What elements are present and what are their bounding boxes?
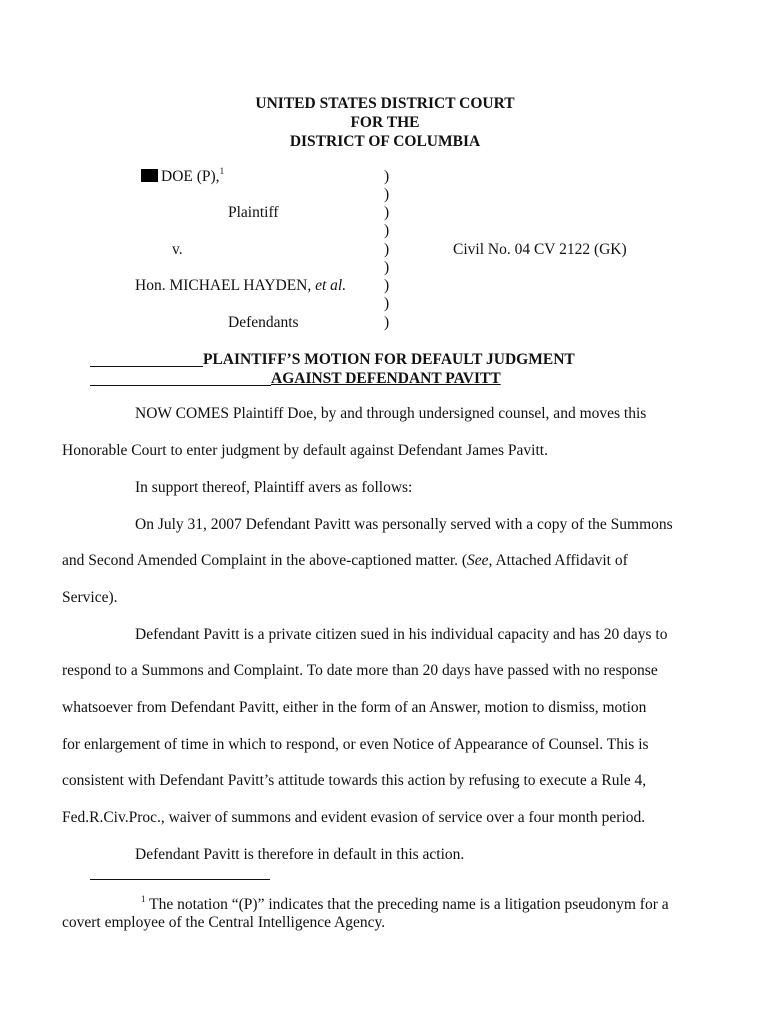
see-signal: See, xyxy=(467,552,493,569)
footnote-separator xyxy=(90,879,270,880)
body-line: respond to a Summons and Complaint. To date more than 20 days have passed with no response xyxy=(62,662,658,679)
plaintiff-role: Plaintiff xyxy=(228,204,279,221)
motion-title-line2: AGAINST DEFENDANT PAVITT xyxy=(271,370,501,387)
caption-paren: ) xyxy=(384,168,390,185)
body-line: NOW COMES Plaintiff Doe, by and through undersigned counsel, and moves this xyxy=(135,405,647,422)
title-rule-left xyxy=(90,366,203,367)
caption-paren: ) xyxy=(384,295,390,312)
caption-paren: ) xyxy=(384,204,390,221)
caption-paren: ) xyxy=(384,277,390,294)
body-line: In support thereof, Plaintiff avers as follows: xyxy=(135,479,413,496)
motion-title-line1: PLAINTIFF’S MOTION FOR DEFAULT JUDGMENT xyxy=(203,351,575,368)
caption-paren: ) xyxy=(384,314,390,331)
body-line: Fed.R.Civ.Proc., waiver of summons and evident evasion of service over a four month period. xyxy=(62,809,646,826)
body-line: Defendant Pavitt is therefore in default in this action. xyxy=(135,846,465,863)
title-rule-left-2 xyxy=(90,385,271,386)
court-district: DISTRICT OF COLUMBIA xyxy=(289,133,481,150)
body-line: Service). xyxy=(62,589,118,606)
body-text: and Second Amended Complaint in the above-captioned matter. ( xyxy=(62,552,468,569)
defendant-role: Defendants xyxy=(228,314,299,331)
caption-paren: ) xyxy=(384,241,390,258)
footnote-number: 1 xyxy=(141,894,146,904)
footnote-line2: covert employee of the Central Intelligence Agency. xyxy=(62,914,386,931)
body-line: consistent with Defendant Pavitt’s attitude towards this action by refusing to execute a Rule 4, xyxy=(62,772,647,789)
body-line: for enlargement of time in which to respond, or even Notice of Appearance of Counsel. This is xyxy=(62,736,649,753)
body-line: whatsoever from Defendant Pavitt, either in the form of an Answer, motion to dismiss, motion xyxy=(62,699,647,716)
body-line: Honorable Court to enter judgment by default against Defendant James Pavitt. xyxy=(62,442,548,459)
versus: v. xyxy=(172,241,183,258)
caption-paren: ) xyxy=(384,186,390,203)
plaintiff-name xyxy=(141,168,224,186)
footnote-line1 xyxy=(141,896,669,914)
defendant-name xyxy=(135,277,346,295)
body-line: Defendant Pavitt is a private citizen sued in his individual capacity and has 20 days to xyxy=(135,626,668,643)
et-al: et al. xyxy=(315,277,347,294)
redaction-block xyxy=(141,169,158,182)
body-line xyxy=(62,552,628,570)
footnote-ref: 1 xyxy=(219,166,225,176)
body-text: Attached Affidavit of xyxy=(492,552,628,569)
caption-paren: ) xyxy=(384,222,390,239)
plaintiff-name-text: DOE (P), xyxy=(161,168,220,185)
defendant-name-text: Hon. MICHAEL HAYDEN, xyxy=(135,277,316,294)
court-name: UNITED STATES DISTRICT COURT xyxy=(255,95,515,112)
caption-paren: ) xyxy=(384,259,390,276)
body-line: On July 31, 2007 Defendant Pavitt was personally served with a copy of the Summons xyxy=(135,516,673,533)
court-for-the: FOR THE xyxy=(350,114,420,131)
footnote-text: The notation “(P)” indicates that the preceding name is a litigation pseudonym for a xyxy=(145,896,669,913)
civil-number: Civil No. 04 CV 2122 (GK) xyxy=(453,241,627,258)
